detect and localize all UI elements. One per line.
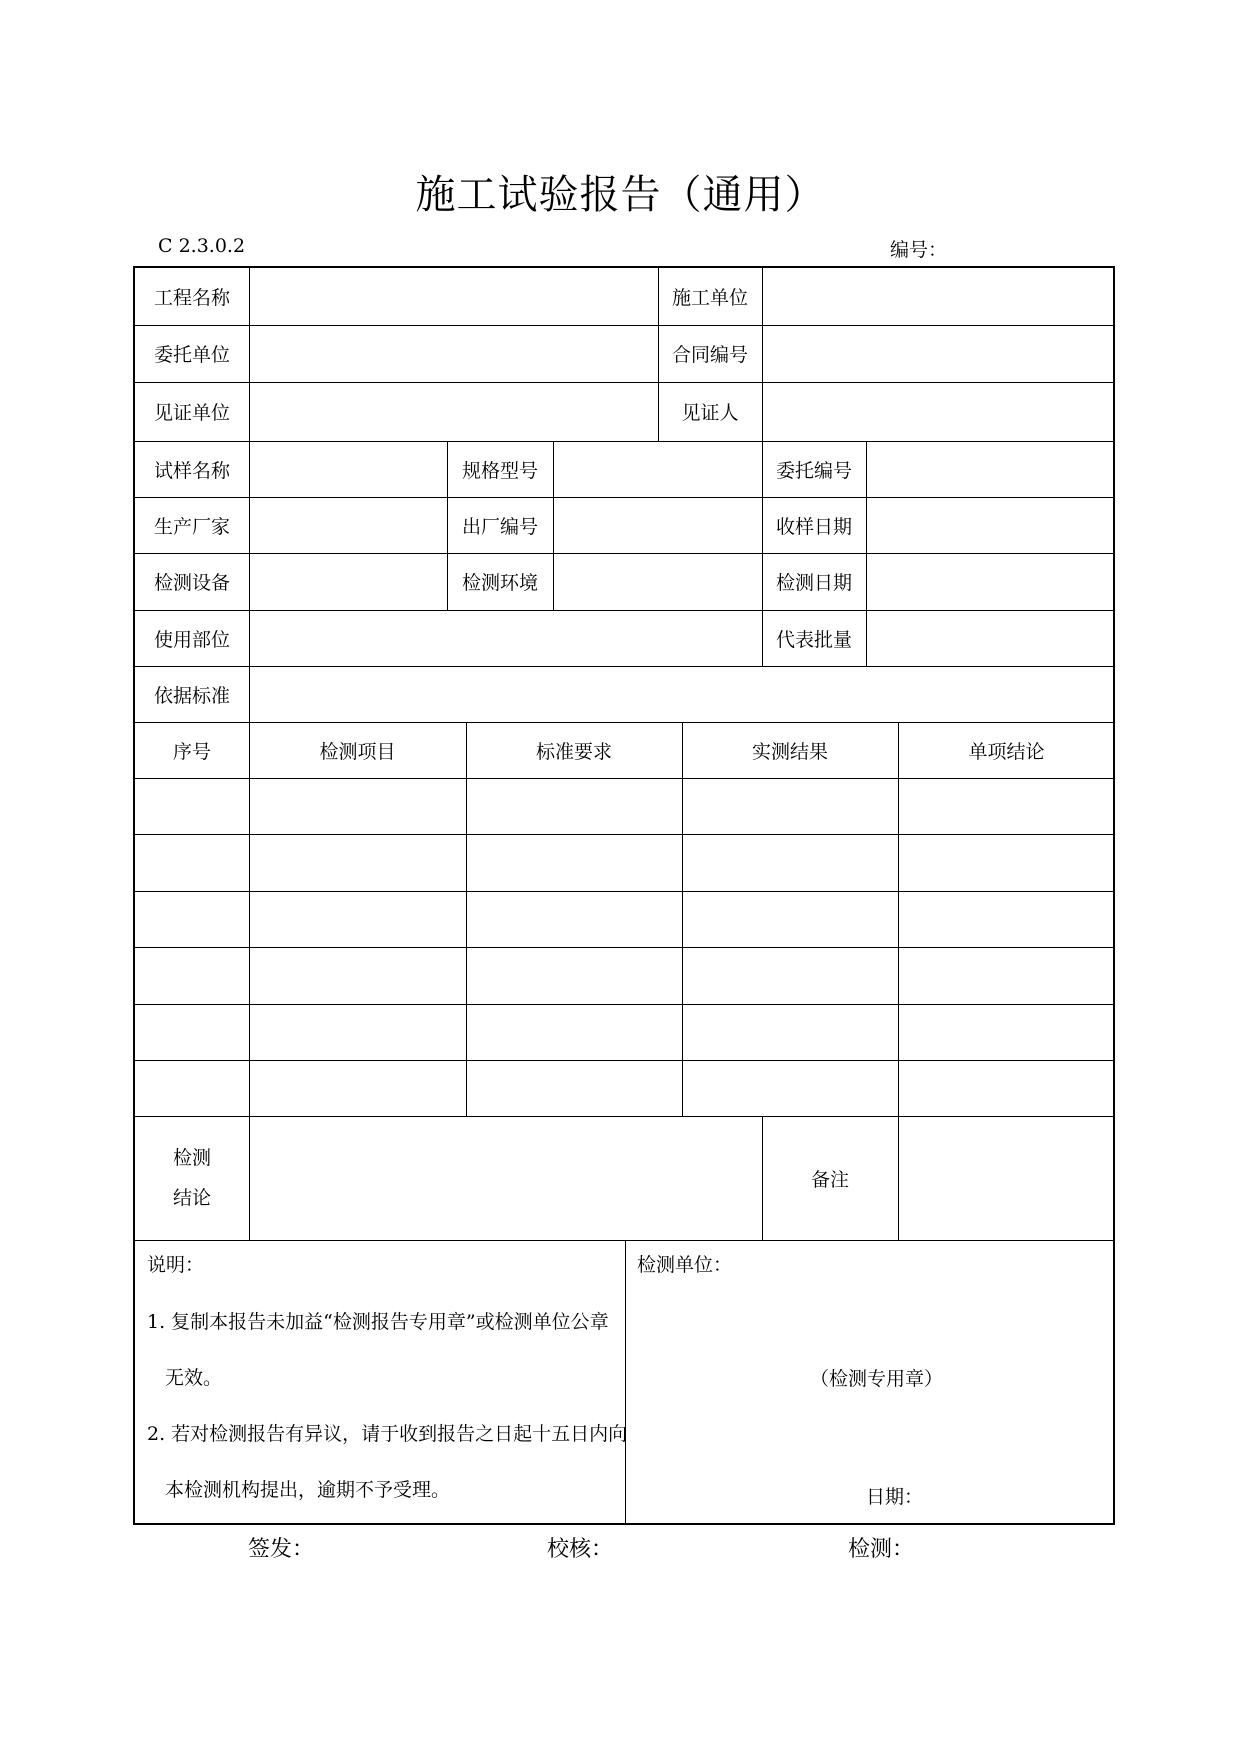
result-cell[interactable]: [135, 834, 249, 891]
result-cell[interactable]: [466, 834, 682, 891]
result-cell[interactable]: [249, 834, 466, 891]
conclusion-field[interactable]: [249, 1116, 762, 1240]
manufacturer-field[interactable]: [249, 497, 447, 553]
result-cell[interactable]: [682, 891, 898, 947]
use-location-field[interactable]: [249, 610, 762, 666]
signature-review-label: 校核：: [547, 1537, 614, 1562]
test-unit-date-label: 日期：: [866, 1486, 924, 1508]
project-name-field[interactable]: [249, 268, 658, 325]
result-cell[interactable]: [898, 834, 1115, 891]
test-environment-field[interactable]: [553, 553, 762, 610]
notes-title: 说明：: [147, 1254, 205, 1276]
result-cell[interactable]: [898, 1060, 1115, 1116]
test-date-label: 检测日期: [775, 572, 852, 594]
sample-name-field[interactable]: [249, 441, 447, 497]
standard-label: 依据标准: [153, 684, 230, 707]
client-unit-label: 委托单位: [153, 344, 230, 366]
result-cell[interactable]: [249, 947, 466, 1004]
project-name-label: 工程名称: [153, 287, 230, 309]
form-code: C 2.3.0.2: [158, 235, 246, 257]
construction-unit-field[interactable]: [762, 268, 1115, 325]
conclusion-label-line1: 检测: [172, 1147, 211, 1169]
witness-unit-field[interactable]: [249, 382, 658, 441]
factory-no-label: 出厂编号: [461, 515, 538, 538]
notes-line-2: 无效。: [165, 1367, 223, 1389]
batch-label: 代表批量: [775, 628, 852, 651]
header-item-conclusion: 单项结论: [968, 740, 1045, 763]
result-cell[interactable]: [898, 1004, 1115, 1060]
result-cell[interactable]: [682, 1060, 898, 1116]
remarks-field[interactable]: [898, 1116, 1115, 1240]
signature-issue-label: 签发：: [248, 1537, 315, 1562]
result-cell[interactable]: [898, 947, 1115, 1004]
client-unit-field[interactable]: [249, 325, 658, 382]
result-cell[interactable]: [135, 778, 249, 834]
witness-person-field[interactable]: [762, 382, 1115, 441]
result-cell[interactable]: [466, 1004, 682, 1060]
receive-date-field[interactable]: [866, 497, 1115, 553]
standard-field[interactable]: [249, 666, 1115, 722]
sample-name-label: 试样名称: [153, 459, 230, 482]
header-test-item: 检测项目: [319, 740, 396, 763]
use-location-label: 使用部位: [153, 628, 230, 651]
result-cell[interactable]: [249, 891, 466, 947]
result-cell[interactable]: [682, 778, 898, 834]
factory-no-field[interactable]: [553, 497, 762, 553]
remarks-label: 备注: [810, 1168, 849, 1191]
commission-no-field[interactable]: [866, 441, 1115, 497]
result-cell[interactable]: [898, 778, 1115, 834]
manufacturer-label: 生产厂家: [153, 515, 230, 538]
header-seq: 序号: [172, 740, 211, 763]
result-cell[interactable]: [249, 778, 466, 834]
result-cell[interactable]: [135, 1004, 249, 1060]
notes-line-1: 1. 复制本报告未加益“检测报告专用章”或检测单位公章: [147, 1311, 609, 1333]
test-environment-label: 检测环境: [461, 572, 538, 594]
notes-line-3: 2. 若对检测报告有异议，请于收到报告之日起十五日内向: [147, 1423, 628, 1445]
test-date-field[interactable]: [866, 553, 1115, 610]
commission-no-label: 委托编号: [775, 459, 852, 482]
result-cell[interactable]: [466, 891, 682, 947]
result-cell[interactable]: [466, 1060, 682, 1116]
result-cell[interactable]: [135, 891, 249, 947]
receive-date-label: 收样日期: [775, 515, 852, 538]
header-standard-requirement: 标准要求: [535, 740, 612, 763]
batch-field[interactable]: [866, 610, 1115, 666]
serial-number-label: 编号：: [890, 239, 948, 261]
spec-model-label: 规格型号: [461, 459, 538, 482]
construction-unit-label: 施工单位: [671, 287, 748, 309]
witness-person-label: 见证人: [681, 402, 739, 424]
test-stamp-placeholder: （检测专用章）: [810, 1368, 944, 1390]
contract-no-label: 合同编号: [671, 344, 748, 366]
result-cell[interactable]: [135, 947, 249, 1004]
result-cell[interactable]: [249, 1060, 466, 1116]
result-cell[interactable]: [466, 778, 682, 834]
test-unit-label: 检测单位：: [637, 1254, 733, 1276]
result-cell[interactable]: [682, 834, 898, 891]
report-table: [133, 266, 1115, 1525]
result-cell[interactable]: [682, 1004, 898, 1060]
witness-unit-label: 见证单位: [153, 402, 230, 424]
contract-no-field[interactable]: [762, 325, 1115, 382]
result-cell[interactable]: [135, 1060, 249, 1116]
result-cell[interactable]: [249, 1004, 466, 1060]
result-cell[interactable]: [898, 891, 1115, 947]
notes-line-4: 本检测机构提出，逾期不予受理。: [165, 1479, 451, 1501]
spec-model-field[interactable]: [553, 441, 762, 497]
header-measured-result: 实测结果: [751, 740, 828, 763]
test-equipment-field[interactable]: [249, 553, 447, 610]
test-equipment-label: 检测设备: [153, 572, 230, 594]
page-title: 施工试验报告（通用）: [415, 172, 826, 218]
signature-test-label: 检测：: [848, 1537, 915, 1562]
result-cell[interactable]: [466, 947, 682, 1004]
conclusion-label: [135, 1116, 249, 1240]
conclusion-label-line2: 结论: [172, 1187, 211, 1209]
result-cell[interactable]: [682, 947, 898, 1004]
